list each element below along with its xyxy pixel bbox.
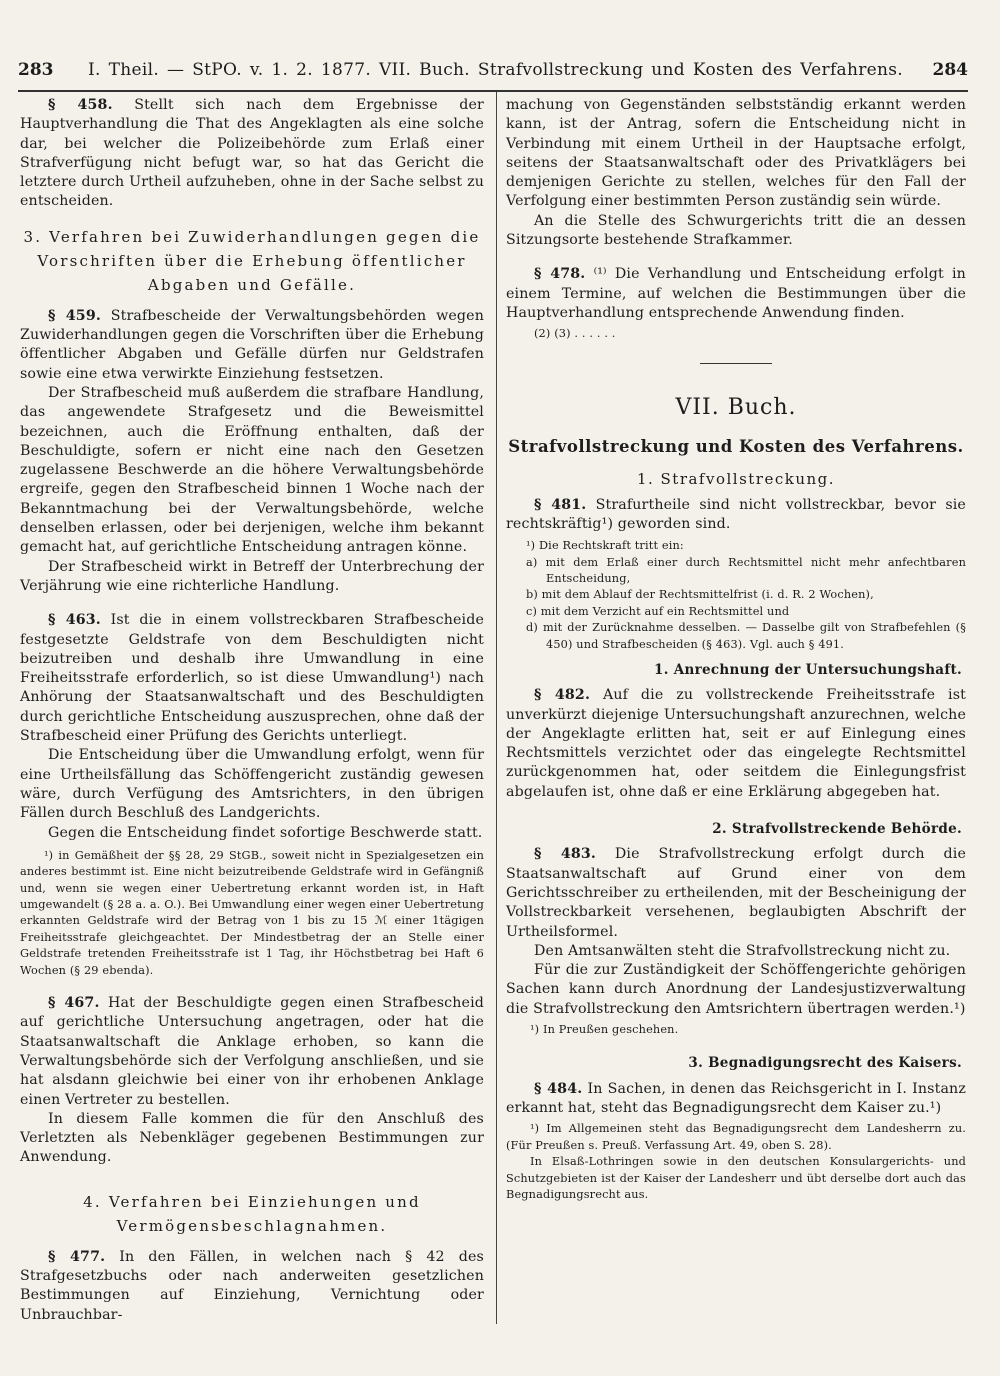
footnote-lead: ¹) Die Rechtskraft tritt ein: [526,539,684,553]
paragraph-459-c: Der Strafbescheid wirkt in Betreff der Unterbrechung der Verjährung wie eine richterliche Handlung. [20,558,484,594]
section-number: § 459. [48,307,101,324]
paragraph-text: Ist die in einem vollstreckbaren Strafbescheide festgesetzte Geldstrafe von dem Beschuldigten nicht beizutreiben und deshalb ihre Umwandlung in eine Freiheitsstrafe erforderlich, so ist diese Umwandlung¹) nach Anhörung der Staatsanwaltschaft und des Beschuldigten durch gerichtliche Entscheidung auszusprechen, ohne daß der Strafbescheid einer Prüfung des Gerichts unterliegt. [20,612,484,745]
column-divider [496,92,497,1324]
paragraph-text: Hat der Beschuldigte gegen einen Strafbescheid auf gerichtliche Untersuchung angetragen, oder hat die Staatsanwaltschaft die Anklage erhoben, so kann die Verwaltungsbehörde sich der Verfolgung anschließen, und sie hat alsdann gleichwie bei einer von ihr erhobenen Anklage einen Vertreter zu bestellen. [20,995,484,1108]
footnote-item: b) mit dem Ablauf der Rechtsmittelfrist (i. d. R. 2 Wochen), [526,588,874,602]
paragraph-458 [20,96,484,212]
section-heading-4: 4. Verfahren bei Einziehungen und Vermögensbeschlagnahmen. [83,1192,421,1235]
spacer [20,596,484,611]
footnote-text: ¹) in Gemäßheit der §§ 28, 29 StGB., soweit nicht in Spezialgesetzen ein anderes bestimmt ist. Eine nicht beizutreibende Geldstrafe wird in Gefängniß und, wenn sie wegen einer Uebertretung erkannt worden ist, in Haft umgewandelt (§ 28 a. a. O.). Bei Umwandlung einer wegen einer Uebertretung erkannten Geldstrafe wird der Betrag von 1 bis zu 15 ℳ einer 1tägigen Freiheitsstrafe gleichgeachtet. Der Mindestbetrag der an Stelle einer Geldstrafe tretenden Freiheitsstrafe ist 1 Tag, ihr Höchstbetrag bei Haft 6 Wochen (§ 29 ebenda). [20,848,485,977]
paragraph-459 [20,307,484,384]
footnote-text: In Elsaß-Lothringen sowie in den deutschen Konsulargerichts- und Schutzgebieten ist der Kaiser der Landesherr und übt derselbe dort auch das Begnadigungsrecht aus. [506,1155,966,1201]
paragraph-483 [506,845,966,941]
paragraph-text: ⁽¹⁾ Die Verhandlung und Entscheidung erfolgt in einem Termine, auf welchen die Bestimmungen über die Hauptverhandlung entsprechende Anwendung finden. [506,266,966,321]
subheading-1: 1. Anrechnung der Untersuchungshaft. [654,662,962,678]
paragraph-483-b: Den Amtsanwälten steht die Strafvollstreckung nicht zu. [534,942,951,959]
section-number: § 478. [534,266,586,283]
section-number: § 467. [48,995,100,1012]
right-column [506,96,966,1203]
book-title: Strafvollstreckung und Kosten des Verfahrens. [508,436,964,456]
page-number-right: 284 [932,60,968,80]
section-number: § 463. [48,612,101,629]
paragraph-477-continued: machung von Gegenständen selbstständig erkannt werden kann, ist der Antrag, sofern die Entscheidung nicht in Verbindung mit einem Urtheil in der Hauptsache erfolgt, seitens der Staatsanwaltschaft oder des Privatklägers bei demjenigen Gerichte zu stellen, welches für den Fall der Verfolgung einer bestimmten Person zuständig sein würde. [506,97,966,210]
paragraph-text: Auf die zu vollstreckende Freiheitsstrafe ist unverkürzt diejenige Untersuchungshaft anzurechnen, welche der Angeklagte erlitten hat, seit er auf Einlegung eines Rechtsmittels verzichtet oder das eingelegte Rechtsmittel zurückgenommen hat, oder seitdem die Einlegungsfrist abgelaufen ist, ohne daß er eine Erklärung abgegeben hat. [506,687,966,800]
paragraph-463-b: Die Entscheidung über die Umwandlung erfolgt, wenn für eine Urtheilsfällung das Schöffengericht zuständig gewesen wäre, durch Verfügung des Amtsrichters, in den übrigen Fällen durch Beschluß des Landgerichts. [20,747,484,822]
footnote-text: ¹) Im Allgemeinen steht das Begnadigungsrecht dem Landesherrn zu. (Für Preußen s. Preuß. Verfassung Art. 49, oben S. 28). [506,1122,966,1152]
page-number-left: 283 [18,60,54,80]
footnote-text: ¹) In Preußen geschehen. [530,1023,679,1037]
section-number: § 477. [48,1248,106,1265]
paragraph-text: Strafurtheile sind nicht vollstreckbar, bevor sie rechtskräftig¹) geworden sind. [506,496,966,532]
footnote-item: d) mit der Zurücknahme desselben. — Dasselbe gilt von Strafbefehlen (§ 450) und Strafbescheiden (§ 463). Vgl. auch § 491. [526,621,966,651]
paragraph-478-b: (2) (3) . . . . . . [534,327,616,341]
paragraph-477-b: An die Stelle des Schwurgerichts tritt die an dessen Sitzungsorte bestehende Strafkammer. [506,212,966,249]
footnote-item: c) mit dem Verzicht auf ein Rechtsmittel und [526,604,790,618]
book-heading: VII. Buch. [675,394,797,420]
spacer [506,250,966,265]
footnote-item: a) mit dem Erlaß einer durch Rechtsmittel nicht mehr anfechtbaren Entscheidung, [526,555,966,585]
chapter-heading: 1. Strafvollstreckung. [636,470,836,489]
page-header [18,58,968,88]
subheading-2: 2. Strafvollstreckende Behörde. [712,821,962,838]
paragraph-478 [506,265,966,323]
left-column [20,96,484,1325]
paragraph-463-c: Gegen die Entscheidung findet sofortige Beschwerde statt. [48,824,483,841]
paragraph-text: Die Strafvollstreckung erfolgt durch die Staatsanwaltschaft auf Grund einer von dem Gerichtsschreiber zu ertheilenden, mit der Bescheinigung der Vollstreckbarkeit versehenen, beglaubigten Abschrift der Urtheilsformel. [506,846,966,940]
section-number: § 483. [534,846,597,863]
paragraph-481 [506,496,966,535]
paragraph-477 [20,1248,484,1325]
paragraph-483-c: Für die zur Zuständigkeit der Schöffengerichte gehörigen Sachen kann durch Anordnung der Landesjustizverwaltung die Strafvollstreckung den Amtsrichtern übertragen werden.¹) [506,962,966,1017]
subheading-3: 3. Begnadigungsrecht des Kaisers. [688,1055,962,1072]
paragraph-459-b: Der Strafbescheid muß außerdem die strafbare Handlung, das angewendete Strafgesetz und die Beweismittel bezeichnen, auch die Eröffnung enthalten, daß der Beschuldigte, sofern er nicht eine nach den Gesetzen zugelassene Beschwerde an die höhere Verwaltungsbehörde ergreife, gegen den Strafbescheid binnen 1 Woche nach der Bekanntmachung bei der Verwaltungsbehörde, welche denselben erlassen, oder bei derjenigen, welche ihm bekannt gemacht hat, auf gerichtliche Entscheidung antragen könne. [20,384,484,556]
section-number: § 482. [534,687,591,704]
paragraph-467 [20,994,484,1110]
footnote-463 [20,848,484,979]
paragraph-482 [506,686,966,802]
footnote-484 [506,1121,966,1203]
section-divider [700,363,772,364]
paragraph-text: In den Fällen, in welchen nach § 42 des Strafgesetzbuchs oder nach anderweiten gesetzlichen Bestimmungen auf Einziehung, Vernichtung oder Unbrauchbar- [20,1248,484,1323]
section-number: § 484. [534,1080,583,1097]
section-number: § 458. [48,97,113,113]
paragraph-463 [20,611,484,746]
footnote-481 [506,538,966,653]
running-title: I. Theil. — StPO. v. 1. 2. 1877. VII. Buch. Strafvollstreckung und Kosten des Verfahrens. [88,60,903,80]
paragraph-text: In Sachen, in denen das Reichsgericht in I. Instanz erkannt hat, steht das Begnadigungsrecht dem Kaiser zu.¹) [506,1080,966,1117]
section-heading-3: 3. Verfahren bei Zuwiderhandlungen gegen die Vorschriften über die Erhebung öffentlicher Abgaben und Gefälle. [23,227,481,294]
paragraph-text: Stellt sich nach dem Ergebnisse der Hauptverhandlung die That des Angeklagten als eine solche dar, bei welcher die Polizeibehörde zum Erlaß einer Strafverfügung nicht befugt war, so hat das Gericht die letztere durch Urtheil aufzuheben, ohne in der Sache selbst zu entscheiden. [20,97,484,210]
paragraph-484 [506,1080,966,1119]
paragraph-467-b: In diesem Falle kommen die für den Anschluß des Verletzten als Nebenkläger gegebenen Bestimmungen zur Anwendung. [20,1110,484,1166]
spacer [20,979,484,994]
header-rule [18,90,968,92]
section-number: § 481. [534,496,587,513]
paragraph-text: Strafbescheide der Verwaltungsbehörden wegen Zuwiderhandlungen gegen die Vorschriften über die Erhebung öffentlicher Abgaben und Gefälle dürfen nur Geldstrafen sowie eine etwa verwirkte Einziehung festsetzen. [20,307,484,382]
footnote-483 [506,1022,966,1038]
